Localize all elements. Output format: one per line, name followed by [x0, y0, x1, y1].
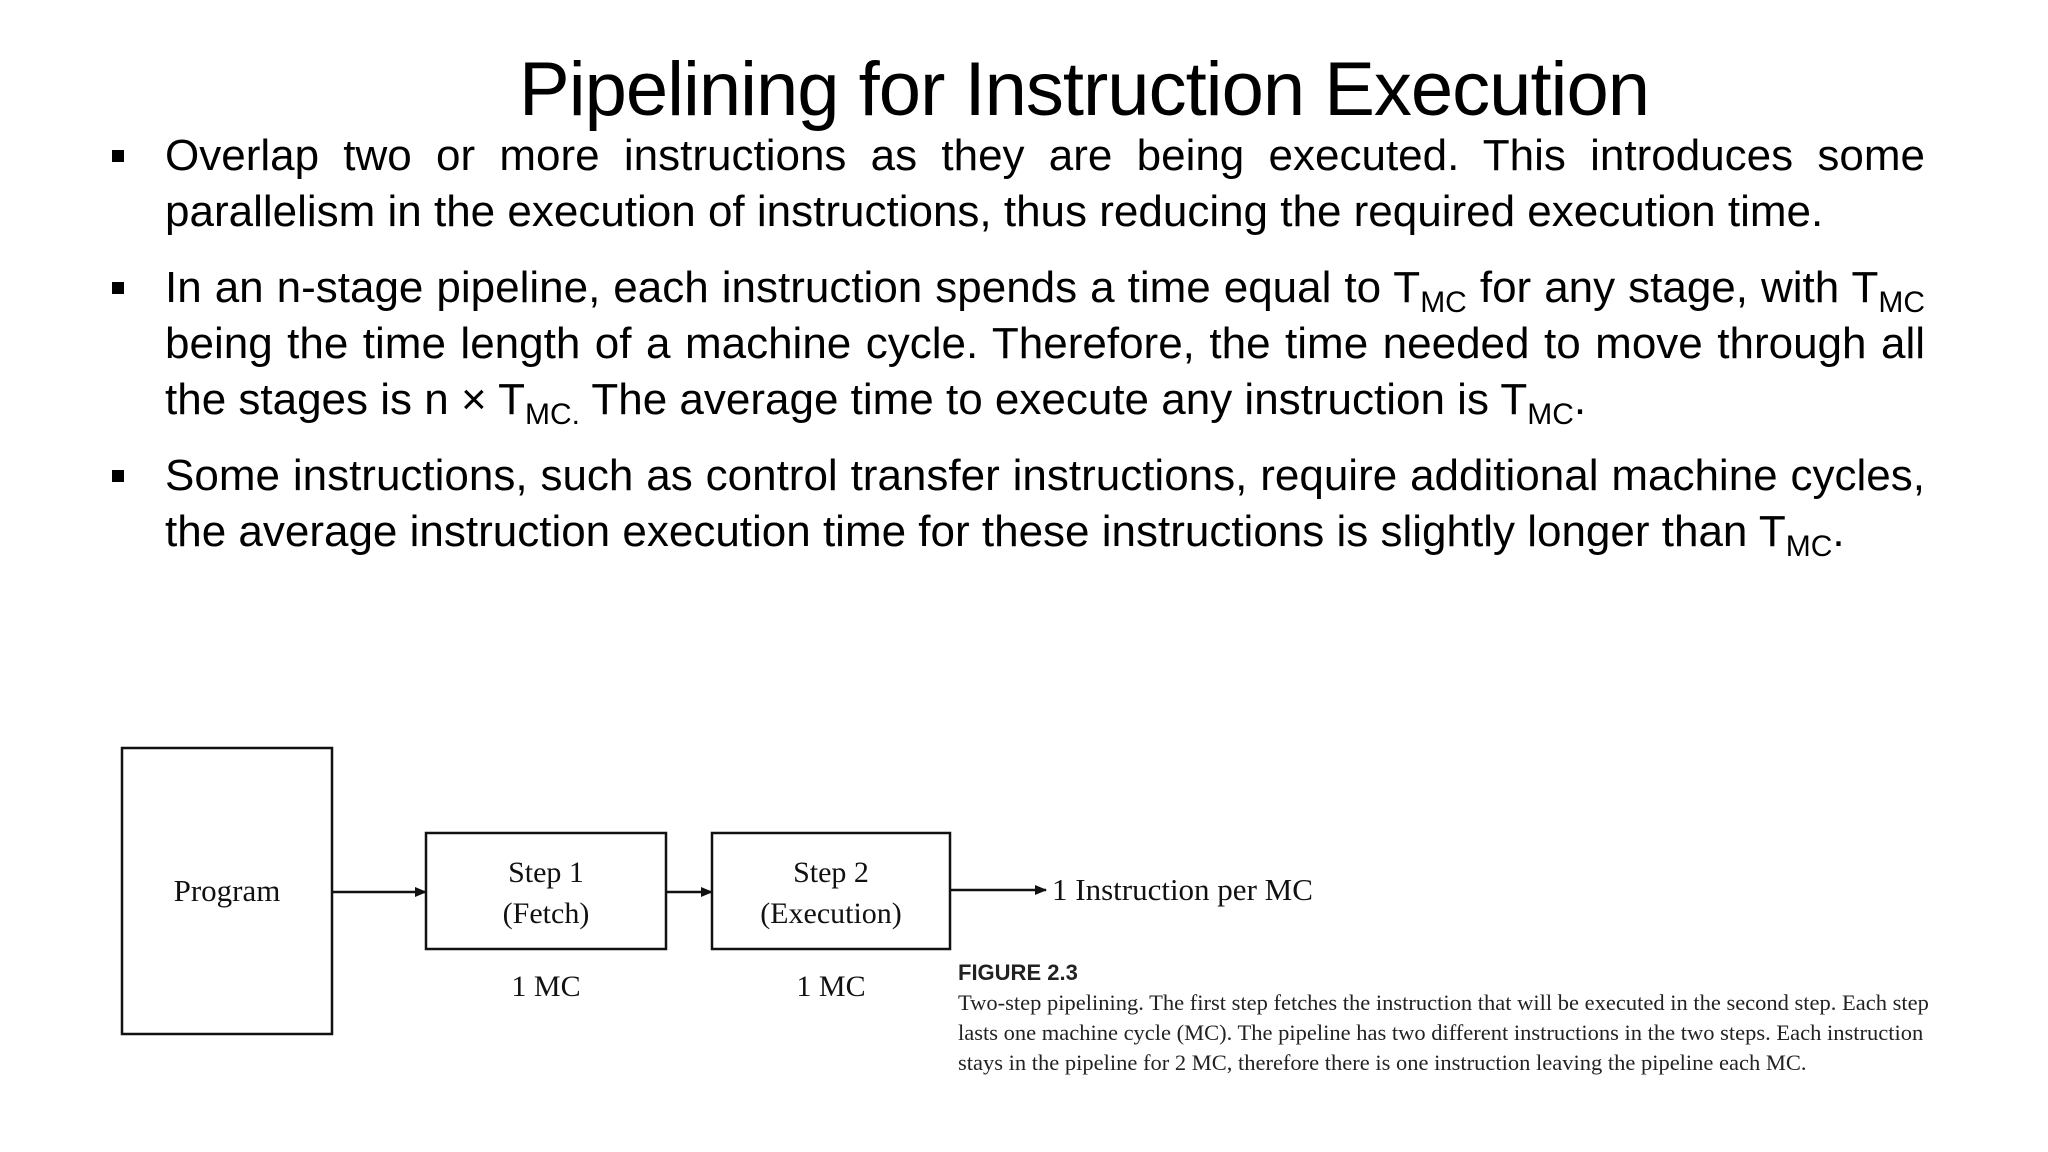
- subscript-text: MC: [1527, 398, 1574, 431]
- square-bullet-icon: [112, 282, 124, 294]
- subscript-text: MC.: [524, 398, 580, 431]
- output-label: 1 Instruction per MC: [1052, 872, 1313, 907]
- step1-subtitle: (Fetch): [502, 897, 590, 930]
- step2-box: [712, 833, 950, 949]
- bullet-text: Some instructions, such as control transfer instructions, require additional machine cycles, the average instruction execution time for these instructions is slightly longer than $T_{MC}$.: [165, 451, 1925, 563]
- step2-subtitle: (Execution): [760, 897, 902, 930]
- step1-box: [426, 833, 666, 949]
- program-label: Program: [173, 873, 281, 908]
- step1-title: Step 1: [508, 856, 584, 889]
- subscript-text: MC: [1420, 286, 1467, 319]
- bullet-item: [110, 260, 1925, 431]
- pipeline-figure: [0, 740, 2048, 1152]
- figure-caption-label: FIGURE 2.3: [958, 960, 1078, 985]
- bullet-list: [110, 128, 1925, 563]
- figure-caption-text: Two-step pipelining. The first step fetches the instruction that will be executed in the second step. Each step lasts one machine cycle (MC). The pipeline has two different instructions in the two steps. Each instruction stays in the pipeline for 2 MC, therefore there is one instruction leaving the pipeline each MC.: [958, 990, 1929, 1075]
- subscript-text: MC: [1785, 530, 1833, 563]
- bullet-item: [110, 448, 1925, 563]
- bullet-text: In an n-stage pipeline, each instruction spends a time equal to $T_{MC}$ for any stage, with $T_{MC}$ being the time length of a machine cycle. Therefore, the time needed to move through all the stages is $n \times T_{MC.}$ The average time to execute any instruction is $T_{MC}$.: [165, 263, 1925, 431]
- bullet-text: Overlap two or more instructions as they are being executed. This introduces some parallelism in the execution of instructions, thus reducing the required execution time.: [165, 131, 1925, 236]
- step1-time: 1 MC: [511, 970, 581, 1003]
- bullet-item: [110, 128, 1925, 240]
- figure-caption: [958, 958, 1938, 1078]
- step2-title: Step 2: [793, 856, 869, 889]
- slide-title: Pipelining for Instruction Execution: [519, 47, 1649, 132]
- pipeline-diagram: [0, 740, 2048, 1152]
- subscript-text: MC: [1878, 286, 1925, 319]
- square-bullet-icon: [112, 150, 124, 162]
- step2-time: 1 MC: [796, 970, 866, 1003]
- square-bullet-icon: [112, 470, 124, 482]
